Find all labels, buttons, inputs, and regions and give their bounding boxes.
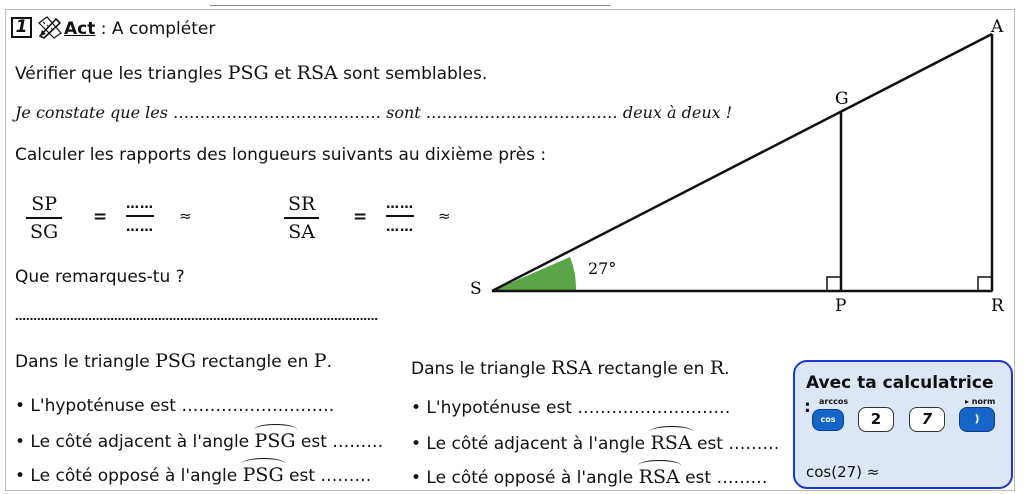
calculator-result: cos(27) ≈ [806,463,880,481]
calculator-box [793,360,1013,489]
left-adjacent [15,430,383,452]
key-2[interactable] [858,407,894,432]
right-opposite [411,466,767,488]
act-label: Act [64,19,96,39]
right-opposite-a: • Le côté opposé à l'angle [411,468,639,488]
segment-sa [492,34,992,291]
left-triangle-name: PSG [155,350,197,372]
ratio-denominator: SA [288,220,316,243]
left-hypotenuse: • L'hypoténuse est ……………………… [15,396,335,416]
right-opposite-b: est ……… [679,468,768,488]
triangle-psg-name: PSG [227,62,269,84]
label-p: P [835,296,847,316]
label-a: A [991,17,1004,37]
blank-fraction [126,197,154,235]
left-intro-a: Dans le triangle [15,352,156,372]
right-adjacent-a: • Le côté adjacent à l'angle [411,434,651,454]
blank-denominator: …… [126,219,154,235]
key-second-label: arccos [819,397,849,406]
key-7[interactable] [909,407,945,432]
close-paren-key-label: ) [974,412,980,425]
top-rule [210,5,610,6]
right-intro-a: Dans le triangle [411,359,552,379]
right-intro-c: . [724,359,730,379]
exercise-number: 1 [11,17,32,38]
fraction-bar [126,215,154,217]
triangle-rsa-name: RSA [296,62,338,84]
blank-fraction [386,197,414,235]
left-intro [15,350,332,372]
approx-sign: ≈ [438,207,451,225]
ratio-instruction: Calculer les rapports des longueurs suivants au dixième près : [15,145,547,165]
label-r: R [991,296,1004,316]
right-angle-r-mark [978,277,992,291]
left-opposite [15,464,371,486]
close-paren-key[interactable] [959,407,995,432]
left-intro-b: rectangle en [196,352,314,372]
similarity-mid: et [268,64,297,84]
header-title-rest: : A compléter [95,19,216,39]
right-opposite-angle: RSA [638,466,680,488]
remarque-answer-line: ……………………………………………………………………………………… [15,310,378,323]
left-adjacent-a: • Le côté adjacent à l'angle [15,432,255,452]
remarque-question: Que remarques-tu ? [15,267,185,287]
ratio-denominator: SG [30,220,59,243]
blank-denominator: …… [386,219,414,235]
approx-sign: ≈ [179,207,192,225]
cos-key-label: cos [820,415,836,424]
blank-numerator: …… [126,197,154,212]
left-adjacent-b: est ……… [295,432,384,452]
calculator-title: Avec ta calculatrice [806,373,994,393]
fraction-bar [386,215,414,217]
header-title [64,19,215,39]
left-right-angle-point: P [313,350,327,372]
ratio-sr-sa [284,193,319,243]
blank-numerator: …… [386,197,414,212]
pencil-ruler-icon [37,15,63,39]
cos-key[interactable] [812,409,844,431]
key-2-label: 2 [870,410,882,428]
angle-label: 27° [588,259,617,278]
ratio-sp-sg [26,193,62,243]
right-right-angle-point: R [709,357,725,379]
left-opposite-angle: PSG [242,464,284,486]
triangle-figure [460,10,1020,320]
equals-sign: = [353,207,368,227]
right-hypotenuse: • L'hypoténuse est ……………………… [411,398,731,418]
right-intro-b: rectangle en [592,359,710,379]
equals-sign: = [93,207,108,227]
right-adjacent-b: est ……… [691,434,780,454]
calculator-colon: : [804,397,811,417]
ratio-numerator: SR [288,193,316,215]
right-adjacent [411,432,779,454]
left-intro-c: . [326,352,332,372]
right-adjacent-angle: RSA [650,432,692,454]
key-7-label: 7 [921,410,933,428]
right-angle-p-mark [827,277,841,291]
right-intro [411,357,730,379]
left-opposite-a: • Le côté opposé à l'angle [15,466,243,486]
fraction-bar [284,217,319,219]
similarity-prefix: Vérifier que les triangles [15,64,228,84]
fraction-bar [26,217,62,219]
label-s: S [470,279,482,299]
similarity-suffix: sont semblables. [337,64,488,84]
label-g: G [835,89,849,109]
similarity-instruction [15,62,487,84]
left-opposite-b: est ……… [283,466,372,486]
key-second-label: ▸ norm [965,397,996,406]
constate-sentence: Je constate que les ………………………………… sont ……………………………… deux à deux ! [15,103,733,122]
left-adjacent-angle: PSG [254,430,296,452]
right-triangle-name: RSA [551,357,593,379]
ratio-numerator: SP [31,193,57,215]
